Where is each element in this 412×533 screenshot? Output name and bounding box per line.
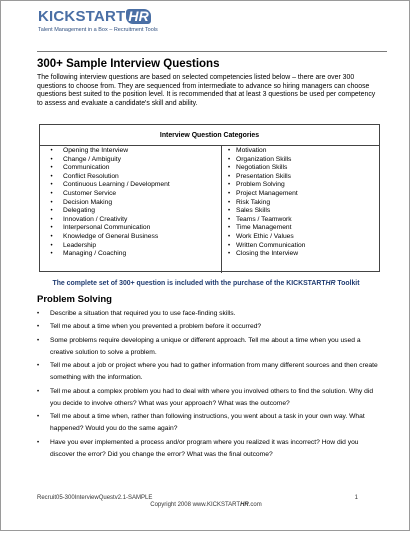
category-item xyxy=(40,233,221,242)
bullet-icon: • xyxy=(50,233,53,240)
category-item xyxy=(40,156,221,165)
copyright-text-end: .com xyxy=(248,502,262,508)
category-item xyxy=(222,164,379,173)
bullet-icon: • xyxy=(37,324,40,331)
bullet-icon: • xyxy=(50,148,53,154)
question-list xyxy=(37,308,383,462)
copyright-hr: HR xyxy=(240,502,249,508)
category-item xyxy=(222,190,379,199)
header-divider xyxy=(37,51,387,52)
category-item-text: Organization Skills xyxy=(236,155,292,163)
footer-doc-id: Recruit05-300InterviewQuestv2.1-SAMPLE xyxy=(37,495,153,501)
bullet-icon: • xyxy=(50,199,53,206)
categories-body xyxy=(40,146,379,273)
category-item-text: Problem Solving xyxy=(236,181,285,189)
category-item-text: Interpersonal Communication xyxy=(63,224,151,232)
question-item xyxy=(37,386,383,410)
category-item xyxy=(222,242,379,251)
category-item xyxy=(40,181,221,190)
category-item xyxy=(40,199,221,208)
footer xyxy=(37,495,358,501)
category-item-text: Negotiation Skills xyxy=(236,164,288,172)
question-item-text: Tell me about a time when, rather than following instructions, you went about a task in your own way. What happened? Would you do the same again? xyxy=(50,413,365,433)
bullet-icon: • xyxy=(50,251,53,258)
question-item xyxy=(37,437,383,461)
question-item xyxy=(37,321,383,333)
categories-left-column xyxy=(40,146,222,273)
category-item xyxy=(40,173,221,182)
intro-paragraph: The following interview questions are based on selected competencies listed below – there are over 300 questions to choose from. They are sequenced from intermediate to advance so hiring managers can choose questions best suited to the position level. It is recommended that at least 3 questions be used per competency to assess and evaluate a candidate's skill and ability. xyxy=(37,74,376,107)
bullet-icon: • xyxy=(227,225,231,232)
document-title: 300+ Sample Interview Questions xyxy=(37,58,220,70)
question-item xyxy=(37,360,383,384)
category-item xyxy=(40,147,221,156)
category-item-text: Closing the Interview xyxy=(236,250,299,258)
category-item-text: Communication xyxy=(63,164,110,172)
category-item-text: Motivation xyxy=(236,147,267,154)
bullet-icon: • xyxy=(227,251,231,258)
category-item xyxy=(222,250,379,259)
question-item-text: Describe a situation that required you to use face-finding skills. xyxy=(50,310,236,317)
question-item xyxy=(37,335,383,359)
category-item xyxy=(222,233,379,242)
category-item xyxy=(40,224,221,233)
bullet-icon: • xyxy=(50,173,53,180)
question-item-text: Tell me about a job or project where you had to gather information from many different sources and then create something with the information. xyxy=(50,362,378,382)
category-item-text: Delegating xyxy=(63,207,95,215)
bullet-icon: • xyxy=(227,156,231,163)
category-item xyxy=(222,224,379,233)
copyright-text: Copyright 2008 www.KICKSTART xyxy=(150,502,241,508)
category-item-text: Continuous Learning / Development xyxy=(63,181,170,189)
category-item xyxy=(222,173,379,182)
bullet-icon: • xyxy=(50,182,53,189)
footer-page-number: 1 xyxy=(354,495,358,501)
category-item xyxy=(40,164,221,173)
category-item-text: Decision Making xyxy=(63,198,113,206)
category-item-text: Sales Skills xyxy=(236,207,271,215)
category-item xyxy=(222,207,379,216)
bullet-icon: • xyxy=(50,208,53,215)
bullet-icon: • xyxy=(50,190,53,197)
logo-hr-mark: HR xyxy=(128,8,149,24)
category-item xyxy=(40,216,221,225)
category-item xyxy=(40,242,221,251)
bullet-icon: • xyxy=(227,208,231,215)
footer-copyright xyxy=(1,502,410,508)
category-item xyxy=(222,156,379,165)
category-item xyxy=(222,216,379,225)
bullet-icon: • xyxy=(37,311,40,317)
promo-text: The complete set of 300+ question is included with the purchase of the KICKSTART xyxy=(52,280,326,287)
bullet-icon: • xyxy=(227,148,231,154)
bullet-icon: • xyxy=(227,242,231,249)
logo-text: KICKSTART xyxy=(38,8,126,25)
category-item-text: Customer Service xyxy=(63,189,117,197)
categories-table xyxy=(39,124,380,272)
category-item-text: Project Management xyxy=(236,189,298,197)
bullet-icon: • xyxy=(227,165,231,172)
question-item-text: Tell me about a time when you prevented a problem before it occurred? xyxy=(50,323,262,331)
bullet-icon: • xyxy=(50,156,53,163)
category-item-text: Teams / Teamwork xyxy=(236,215,292,223)
category-item-text: Leadership xyxy=(63,241,97,249)
promo-text-end: Toolkit xyxy=(335,280,360,287)
category-item xyxy=(40,250,221,259)
bullet-icon: • xyxy=(37,388,40,395)
bullet-icon: • xyxy=(227,199,231,206)
section-title: Problem Solving xyxy=(37,294,112,305)
category-item xyxy=(222,147,379,156)
kickstarthr-logo xyxy=(38,9,158,24)
category-item-text: Knowledge of General Business xyxy=(63,232,159,240)
category-item-text: Work Ethic / Values xyxy=(236,232,294,240)
header-logo-block xyxy=(38,9,158,33)
bullet-icon: • xyxy=(50,165,53,172)
category-item-text: Innovation / Creativity xyxy=(63,215,128,223)
bullet-icon: • xyxy=(227,233,231,240)
bullet-icon: • xyxy=(227,216,231,223)
category-item-text: Change / Ambiguity xyxy=(63,155,121,163)
bullet-icon: • xyxy=(227,173,231,180)
category-item xyxy=(222,181,379,190)
bullet-icon: • xyxy=(37,439,40,446)
bullet-icon: • xyxy=(227,182,231,189)
question-item xyxy=(37,308,383,320)
category-item-text: Risk Taking xyxy=(236,198,271,206)
category-item xyxy=(40,190,221,199)
question-item-text: Some problems require developing a unique or different approach. Tell me about a time when you used a creative solution to solve a problem. xyxy=(50,336,361,356)
bullet-icon: • xyxy=(37,414,40,421)
bullet-icon: • xyxy=(50,225,53,232)
category-item-text: Time Management xyxy=(236,224,292,232)
toolkit-promo-line xyxy=(1,280,410,287)
categories-heading: Interview Question Categories xyxy=(40,125,379,146)
bullet-icon: • xyxy=(227,190,231,197)
category-item-text: Opening the Interview xyxy=(63,147,129,154)
question-item xyxy=(37,411,383,435)
bullet-icon: • xyxy=(37,363,40,370)
category-item-text: Presentation Skills xyxy=(236,172,292,180)
category-item-text: Written Communication xyxy=(236,241,306,249)
bullet-icon: • xyxy=(50,216,53,223)
category-item-text: Conflict Resolution xyxy=(63,172,119,180)
category-item xyxy=(40,207,221,216)
category-item-text: Managing / Coaching xyxy=(63,250,127,258)
logo-tagline: Talent Management in a Box – Recruitment Tools xyxy=(38,27,158,33)
promo-hr: HR xyxy=(325,280,336,287)
question-item-text: Have you ever implemented a process and/or program where you realized it was incorrect? How did you discover the error? Did you change the error? What was the final outcome? xyxy=(50,438,359,458)
bullet-icon: • xyxy=(50,242,53,249)
bullet-icon: • xyxy=(37,337,40,344)
category-item xyxy=(222,199,379,208)
question-item-text: Tell me about a complex problem you had to deal with where you involved others to find the solution. Why did you decide to involve others? What was your approach? What was the outcome? xyxy=(50,387,374,407)
categories-right-column xyxy=(222,146,379,273)
